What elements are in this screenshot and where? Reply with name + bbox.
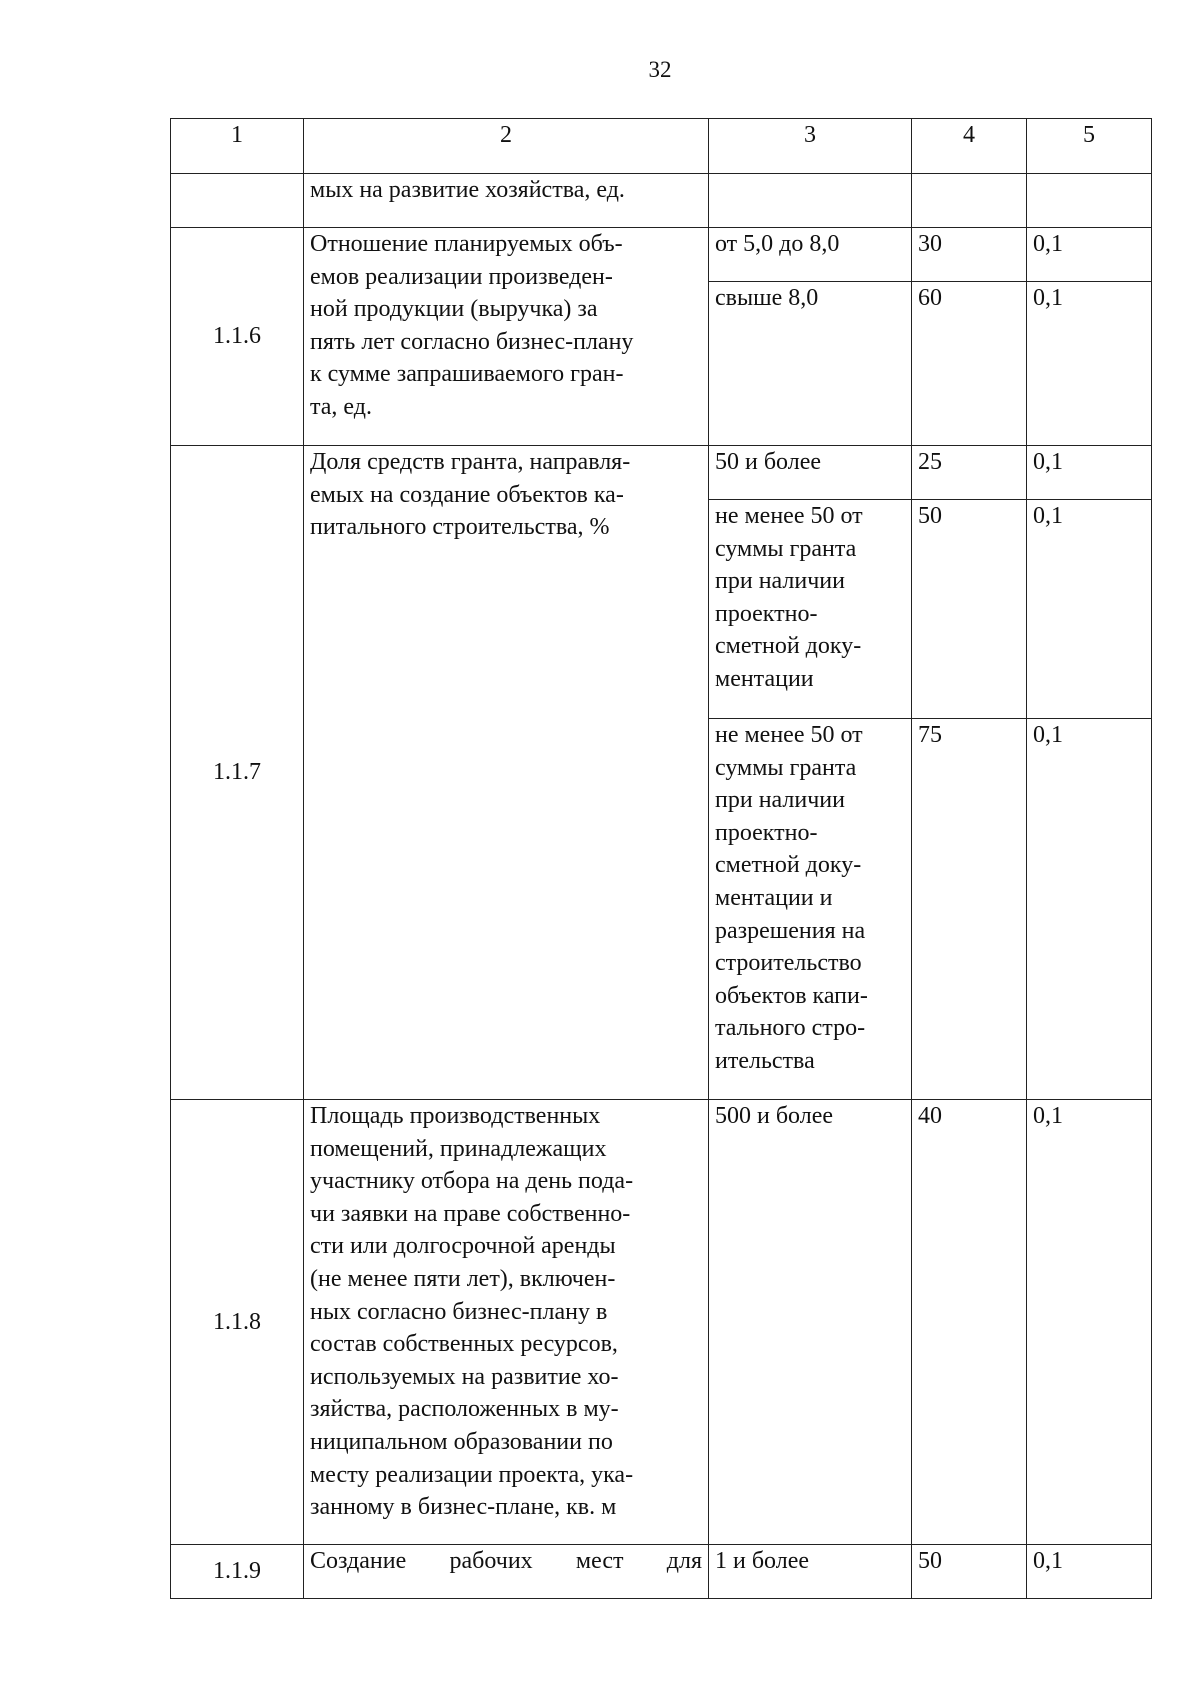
points-cell: 50 xyxy=(912,1545,1027,1599)
row-number-cell: 1.1.8 xyxy=(171,1100,304,1545)
criteria-table xyxy=(170,118,1152,1599)
table-row-1-1-6 xyxy=(171,228,1152,282)
header-cell-4: 4 xyxy=(912,119,1027,174)
criterion-cell: Отношение планируемых объ- емов реализации произведен- ной продукции (выручка) за пять лет согласно бизнес-плану к сумме запрашиваемого гран- та, ед. xyxy=(304,228,709,446)
points-cell xyxy=(912,174,1027,228)
value-cell xyxy=(709,174,912,228)
criterion-cell: Площадь производственных помещений, принадлежащих участнику отбора на день пода- чи заявки на праве собственно- сти или долгосрочной аренды (не менее пяти лет), включен- ных согласно бизнес-плану в состав собственных ресурсов, используемых на развитие хо- зяйства, расположенных в му- ниципальном образовании по месту реализации проекта, ука- занному в бизнес-плане, кв. м xyxy=(304,1100,709,1545)
table-row-1-1-9 xyxy=(171,1545,1152,1599)
weight-cell xyxy=(1027,174,1152,228)
value-cell: 50 и более xyxy=(709,446,912,500)
criterion-cell: Доля средств гранта, направля- емых на создание объектов ка- питального строительства, % xyxy=(304,446,709,1100)
weight-cell: 0,1 xyxy=(1027,282,1152,446)
weight-cell: 0,1 xyxy=(1027,719,1152,1100)
criterion-cell: мых на развитие хозяйства, ед. xyxy=(304,174,709,228)
points-cell: 60 xyxy=(912,282,1027,446)
table-header-row xyxy=(171,119,1152,174)
value-cell: свыше 8,0 xyxy=(709,282,912,446)
value-cell: от 5,0 до 8,0 xyxy=(709,228,912,282)
row-number-cell xyxy=(171,174,304,228)
page-number: 32 xyxy=(648,57,672,82)
value-cell: не менее 50 от суммы гранта при наличии проектно- сметной доку- ментации и разрешения на строительство объектов капи- тального стро- ительства xyxy=(709,719,912,1100)
points-cell: 40 xyxy=(912,1100,1027,1545)
header-cell-5: 5 xyxy=(1027,119,1152,174)
value-cell: 500 и более xyxy=(709,1100,912,1545)
header-cell-3: 3 xyxy=(709,119,912,174)
weight-cell: 0,1 xyxy=(1027,446,1152,500)
weight-cell: 0,1 xyxy=(1027,1100,1152,1545)
points-cell: 50 xyxy=(912,500,1027,719)
points-cell: 25 xyxy=(912,446,1027,500)
table-row-1-1-7 xyxy=(171,446,1152,500)
header-cell-1: 1 xyxy=(171,119,304,174)
value-cell: 1 и более xyxy=(709,1545,912,1599)
criterion-cell: Создание рабочих мест для xyxy=(304,1545,709,1599)
value-cell: не менее 50 от суммы гранта при наличии проектно- сметной доку- ментации xyxy=(709,500,912,719)
table-row-1-1-8 xyxy=(171,1100,1152,1545)
points-cell: 30 xyxy=(912,228,1027,282)
weight-cell: 0,1 xyxy=(1027,228,1152,282)
row-number-cell: 1.1.6 xyxy=(171,228,304,446)
table-row-continuation xyxy=(171,174,1152,228)
row-number-cell: 1.1.9 xyxy=(171,1545,304,1599)
row-number-cell: 1.1.7 xyxy=(171,446,304,1100)
header-cell-2: 2 xyxy=(304,119,709,174)
weight-cell: 0,1 xyxy=(1027,1545,1152,1599)
weight-cell: 0,1 xyxy=(1027,500,1152,719)
points-cell: 75 xyxy=(912,719,1027,1100)
